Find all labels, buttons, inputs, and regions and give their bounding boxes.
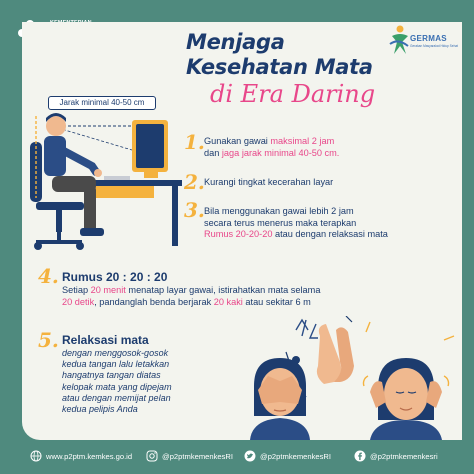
step-4-highlight: 20 detik: [62, 297, 95, 307]
step-1-highlight: jaga jarak minimal 40-50 cm.: [221, 147, 340, 158]
globe-icon: [30, 450, 42, 462]
germas-logo: [388, 22, 462, 62]
step-3-line: secara terus menerus maka terapkan: [204, 217, 357, 228]
germas-label: GERMAS: [410, 34, 447, 43]
step-number: 2.: [184, 170, 205, 194]
distance-label: Jarak minimal 40-50 cm: [48, 96, 156, 110]
footer-website-text: www.p2ptm.kemkes.go.id: [46, 451, 133, 461]
step-3-part: atau dengan relaksasi mata: [272, 229, 388, 239]
step-number: 4.: [38, 264, 59, 288]
step-4-highlight: 20 menit: [90, 285, 126, 295]
facebook-icon: [354, 450, 366, 462]
step-4-part: , pandanglah benda berjarak: [94, 297, 214, 307]
step-number: 5.: [38, 328, 59, 352]
step-3-highlight: Rumus 20-20-20: [204, 229, 273, 239]
footer-facebook-text: @p2ptmkemenkesri: [370, 451, 438, 461]
step-5-line: kedua pelipis Anda: [62, 404, 138, 415]
footer-instagram-text: @p2ptmkemenkesRI: [162, 451, 234, 461]
step-1-part: dan: [204, 147, 222, 158]
footer-website[interactable]: [30, 450, 132, 462]
step-4-text: [62, 284, 442, 308]
step-5-text: [62, 348, 247, 415]
eye-relaxation-illustration: [240, 316, 462, 440]
step-5-line: kelopak mata yang dipejam: [62, 381, 172, 392]
twitter-icon: [244, 450, 256, 462]
step-5-line: dengan menggosok-gosok: [62, 348, 169, 358]
footer: [0, 440, 474, 474]
step-5-line: kedua tangan lalu letakkan: [62, 359, 170, 370]
step-1-highlight: maksimal 2 jam: [270, 136, 335, 146]
step-3-line: Bila menggunakan gawai lebih 2 jam: [204, 206, 354, 216]
step-4-part: menatap layar gawai, istirahatkan mata selama: [125, 285, 321, 295]
footer-facebook[interactable]: [354, 450, 438, 462]
footer-instagram[interactable]: [146, 450, 233, 462]
step-5-heading: Relaksasi mata: [62, 333, 149, 347]
instagram-icon: [146, 450, 158, 462]
step-4-highlight: 20 kaki: [213, 297, 243, 307]
step-number: 3.: [184, 198, 205, 222]
title-line-3: di Era Daring: [210, 80, 376, 108]
step-5-line: atau dengan memijat pelan: [62, 392, 171, 403]
step-4-part: atau sekitar 6 m: [242, 297, 311, 307]
step-1-part: Gunakan gawai: [204, 136, 271, 146]
germas-figure-icon: [388, 24, 410, 58]
footer-twitter[interactable]: [244, 450, 331, 462]
germas-tagline: Gerakan Masyarakat Hidup Sehat: [410, 44, 459, 48]
face-palming-eyes-icon: [250, 358, 310, 440]
step-5-line: hangatnya tangan diatas: [62, 370, 161, 381]
title-line-2: Kesehatan Mata: [186, 55, 373, 79]
step-2-text: Kurangi tingkat kecerahan layar: [204, 177, 334, 187]
face-massaging-temples-icon: [363, 322, 454, 440]
step-3-text: [204, 206, 388, 241]
workstation-illustration: [22, 106, 182, 256]
step-4-heading: Rumus 20 : 20 : 20: [62, 270, 168, 284]
footer-twitter-text: @p2ptmkemenkesRI: [260, 451, 332, 461]
title-line-1: Menjaga: [186, 30, 285, 54]
step-1-text: [204, 136, 339, 159]
step-number: 1.: [184, 130, 205, 154]
step-4-part: Setiap: [62, 285, 91, 295]
